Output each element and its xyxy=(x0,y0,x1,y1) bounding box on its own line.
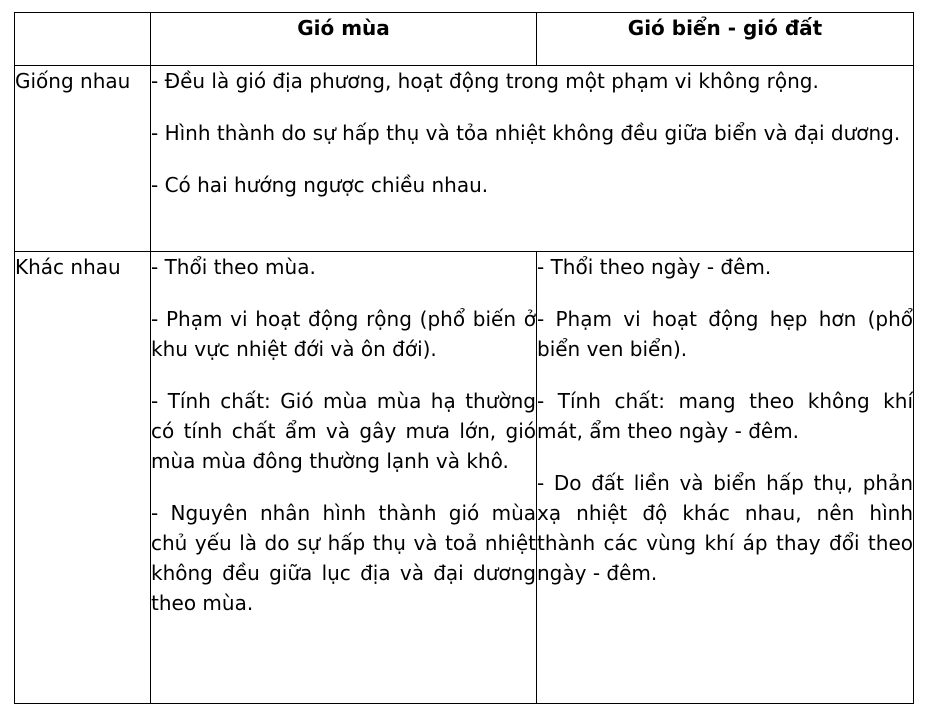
difference-item: - Tính chất: Gió mùa mùa hạ thường có tính chất ẩm và gây mưa lớn, gió mùa mùa đông thường lạnh và khô. xyxy=(151,389,536,473)
comparison-table xyxy=(14,12,914,704)
table-row-differences xyxy=(15,252,914,704)
similarity-item: - Đều là gió địa phương, hoạt động trong một phạm vi không rộng. xyxy=(151,69,819,93)
difference-item: - Thổi theo mùa. xyxy=(151,255,316,279)
difference-item: - Phạm vi hoạt động rộng (phổ biến ở khu vực nhiệt đới và ôn đới). xyxy=(151,307,536,361)
table-row-similarities xyxy=(15,66,914,252)
difference-item: - Nguyên nhân hình thành gió mùa chủ yếu là do sự hấp thụ và toả nhiệt không đều giữa lục địa và đại dương theo mùa. xyxy=(151,501,536,615)
differences-gio-bien-cell xyxy=(537,252,914,704)
similarities-cell xyxy=(151,66,914,252)
difference-item: - Do đất liền và biển hấp thụ, phản xạ nhiệt độ khác nhau, nên hình thành các vùng khí áp thay đổi theo ngày - đêm. xyxy=(537,471,913,585)
row-label-giong-nhau: Giống nhau xyxy=(15,66,151,252)
similarity-item: - Hình thành do sự hấp thụ và tỏa nhiệt không đều giữa biển và đại dương. xyxy=(151,121,901,145)
difference-item: - Thổi theo ngày - đêm. xyxy=(537,255,772,279)
row-label-khac-nhau: Khác nhau xyxy=(15,252,151,704)
differences-gio-mua-cell xyxy=(151,252,537,704)
header-empty-cell xyxy=(15,13,151,66)
header-gio-mua: Gió mùa xyxy=(151,13,537,66)
difference-item: - Phạm vi hoạt động hẹp hơn (phổ biển ven biển). xyxy=(537,307,913,361)
similarity-item: - Có hai hướng ngược chiều nhau. xyxy=(151,173,489,197)
difference-item: - Tính chất: mang theo không khí mát, ẩm theo ngày - đêm. xyxy=(537,389,913,443)
header-row xyxy=(15,13,914,66)
header-gio-bien-gio-dat: Gió biển - gió đất xyxy=(537,13,914,66)
